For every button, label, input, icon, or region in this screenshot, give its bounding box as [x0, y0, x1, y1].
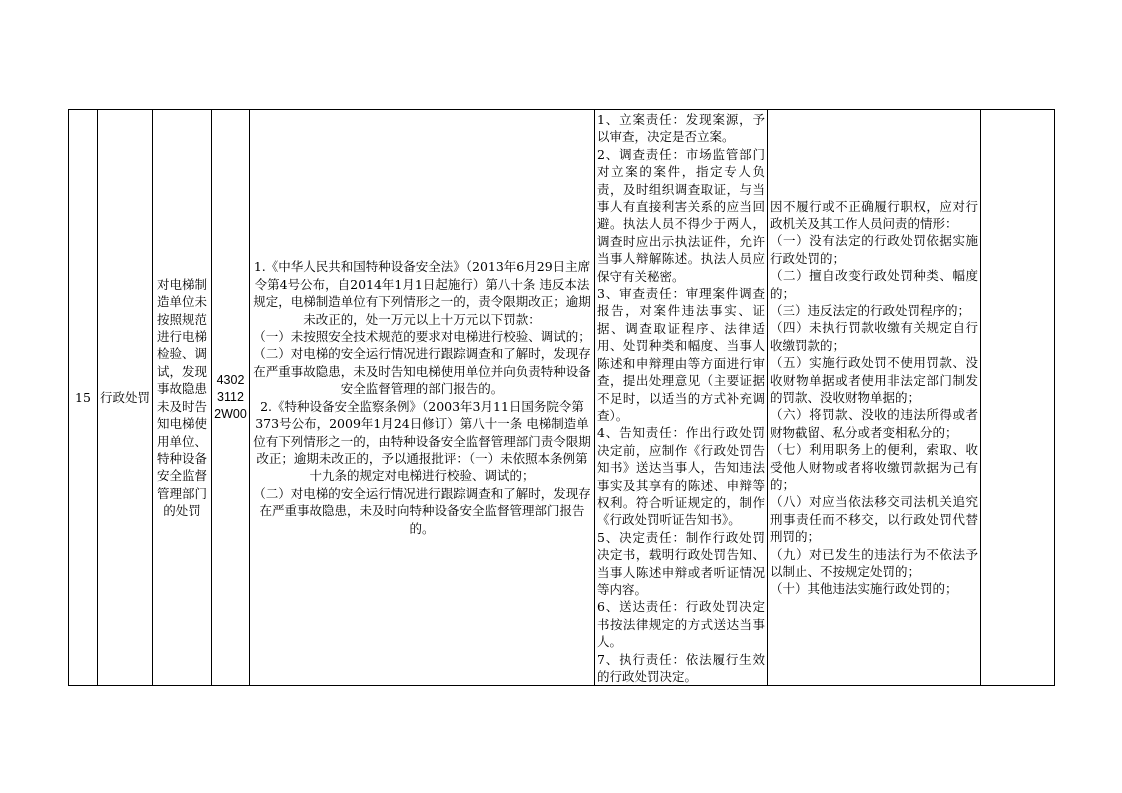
accountability-item: （八）对应当依法移交司法机关追究刑事责任而不移交，以行政处罚代替刑罚的；: [770, 494, 978, 545]
legal-basis: [250, 110, 595, 686]
responsibility-item: 4、告知责任：作出行政处罚决定前，应制作《行政处罚告知书》送达当事人，告知违法事实及其享有的陈述、申辩等权利。符合听证规定的，制作《行政处罚听证告知书》。: [597, 425, 765, 528]
accountability-item: （四）未执行罚款收缴有关规定自行收缴罚款的；: [770, 320, 978, 353]
accountability-item: （六）将罚款、没收的违法所得或者财物截留、私分或者变相私分的；: [770, 407, 978, 440]
accountability-item: （五）实施行政处罚不使用罚款、没收财物单据或者使用非法定部门制发的罚款、没收财物单据的；: [770, 355, 978, 405]
accountability-item: （九）对已发生的违法行为不依法予以制止、不按规定处罚的；: [770, 546, 978, 580]
row-number: 15: [69, 110, 98, 686]
responsibility-item: 3、审查责任：审理案件调查报告，对案件违法事实、证据、调查取证程序、法律适用、处罚种类和幅度、当事人陈述和申辩理由等方面进行审查，提出处理意见（主要证据不足时，以适当的方式补充调查）。: [597, 286, 765, 423]
power-code: 43023112 2W00: [212, 110, 250, 686]
accountability-items: [768, 110, 981, 686]
responsibility-item: 2、调查责任：市场监管部门对立案的案件，指定专人负责，及时组织调查取证，与当事人有直接利害关系的应当回避。执法人员不得少于两人，调查时应出示执法证件，允许当事人辩解陈述。执法人员应保守有关秘密。: [597, 146, 765, 284]
basis-paragraph-2: （一）未按照安全技术规范的要求对电梯进行校验、调试的；（二）对电梯的安全运行情况进行跟踪调查和了解时，发现存在严重事故隐患，未及时告知电梯使用单位并向负责特种设备安全监督管理的部门报告的。: [253, 329, 591, 397]
accountability-item: （三）违反法定的行政处罚程序的；: [770, 302, 971, 318]
responsibility-item: 7、执行责任：依法履行生效的行政处罚决定。: [597, 651, 765, 684]
power-name: 对电梯制造单位未按照规范进行电梯检验、调试，发现事故隐患未及时告知电梯使用单位、特种设备安全监督管理部门的处罚: [153, 110, 212, 686]
accountability-item: （一）没有法定的行政处罚依据实施行政处罚的；: [770, 233, 978, 266]
accountability-item: （二）擅自改变行政处罚种类、幅度的；: [770, 268, 978, 301]
responsibility-item: 1、立案责任：发现案源，予以审查，决定是否立案。: [597, 112, 765, 145]
power-type: 行政处罚: [98, 110, 153, 686]
basis-paragraph-4: （二）对电梯的安全运行情况进行跟踪调查和了解时，发现存在严重事故隐患，未及时向特种设备安全监督管理部门报告的。: [253, 485, 591, 536]
basis-paragraph-3: 2.《特种设备安全监察条例》（2003年3月11日国务院令第373号公布，2009年1月24日修订）第八十一条 电梯制造单位有下列情形之一的，由特种设备安全监督管理部门责令限期改正；逾期未改正的，予以通报批评：（一）未依照本条例第十九条的规定对电梯进行校验、调试的；: [253, 398, 591, 484]
record-table-container: [68, 109, 1054, 684]
basis-paragraph-1: 1.《中华人民共和国特种设备安全法》（2013年6月29日主席令第4号公布，自2014年1月1日起施行）第八十条 违反本法规定，电梯制造单位有下列情形之一的，责令限期改正；逾期未改正的，处一万元以上十万元以下罚款：: [253, 259, 591, 327]
responsibility-item: 6、送达责任：行政处罚决定书按法律规定的方式送达当事人。: [597, 599, 765, 650]
accountability-item: 因不履行或不正确履行职权，应对行政机关及其工作人员问责的情形：: [770, 198, 978, 231]
accountability-item: （七）利用职务上的便利，索取、收受他人财物或者将收缴罚款据为己有的；: [770, 442, 978, 493]
power-list-table: [68, 109, 1055, 686]
remark-cell: [981, 110, 1055, 686]
table-row: [69, 110, 1055, 686]
accountability-item: （十）其他违法实施行政处罚的；: [770, 581, 958, 597]
responsibility-items: [595, 110, 768, 686]
responsibility-item: 5、决定责任：制作行政处罚决定书，载明行政处罚告知、当事人陈述申辩或者听证情况等内容。: [597, 529, 765, 597]
